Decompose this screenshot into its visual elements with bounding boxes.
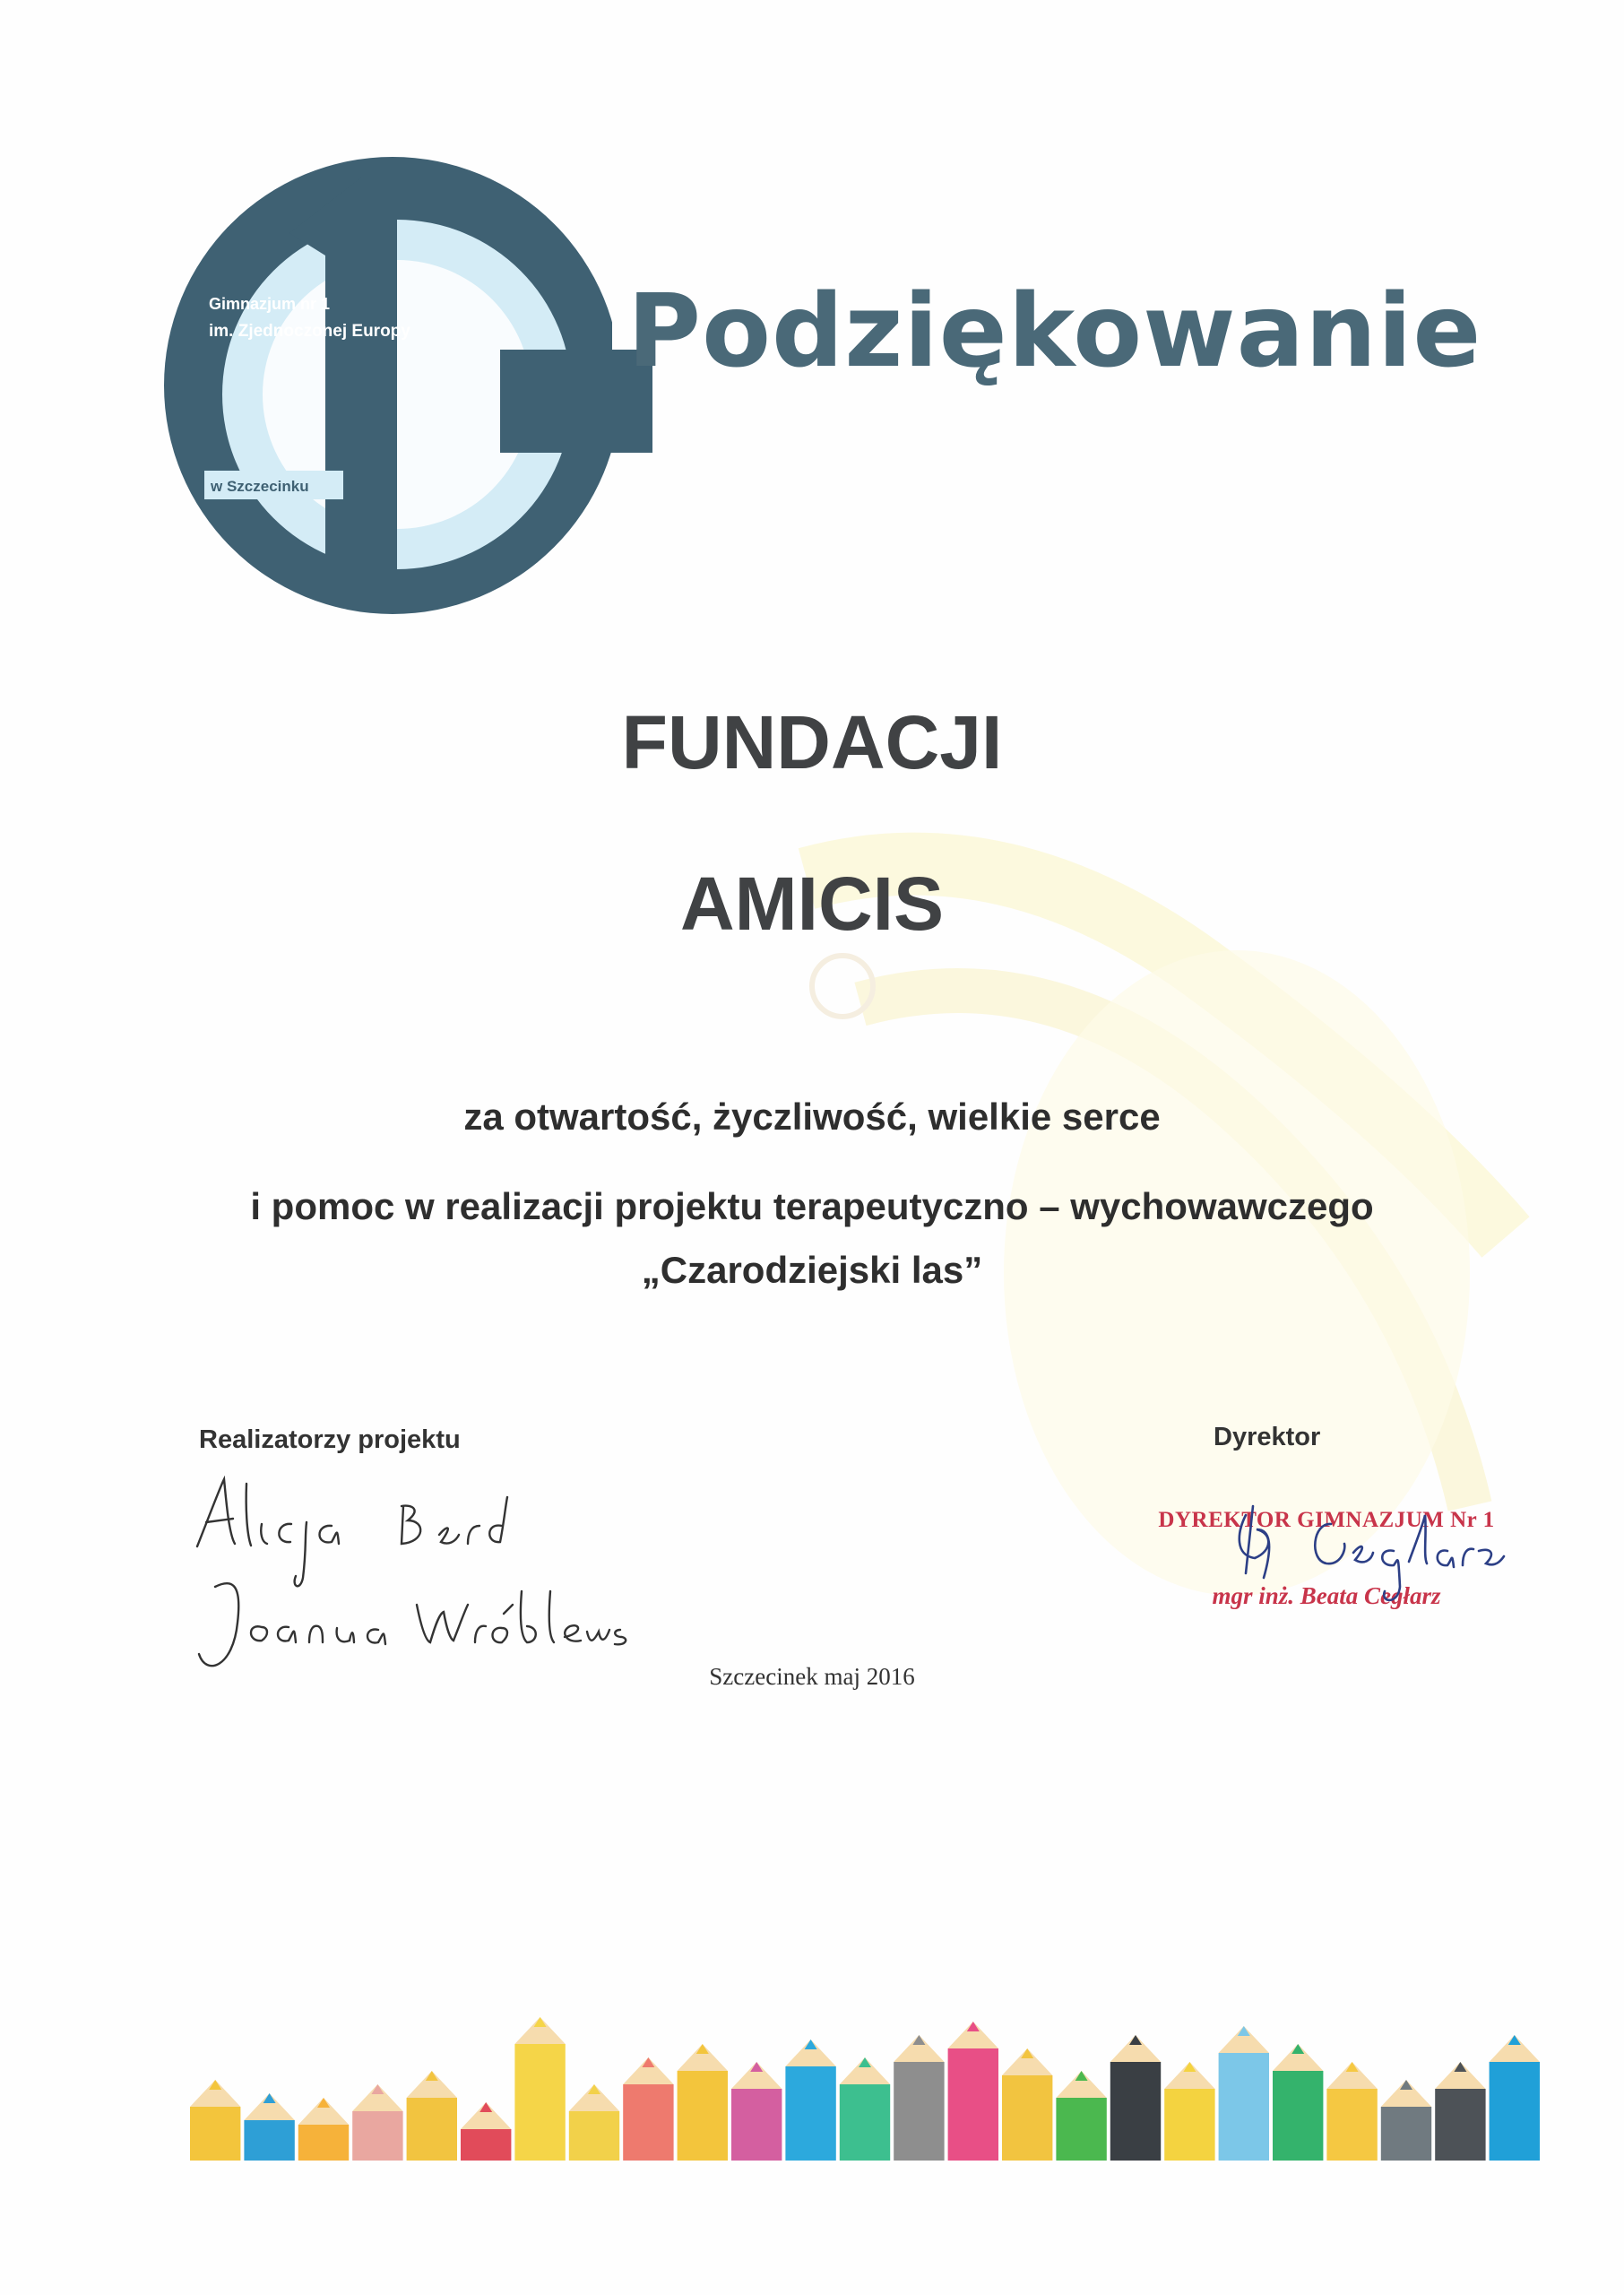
place-and-date: Szczecinek maj 2016 (709, 1663, 915, 1690)
pencil (569, 2084, 619, 2161)
pencil (244, 2093, 294, 2161)
pencil (894, 2035, 944, 2161)
pencils-border-decoration (188, 2008, 1542, 2169)
pencil (678, 2044, 728, 2161)
director-stamp (1138, 1488, 1515, 1650)
pencil (514, 2017, 565, 2161)
director-signature (1138, 1488, 1515, 1650)
pencil (407, 2071, 457, 2161)
body-line-3: „Czarodziejski las” (641, 1249, 983, 1291)
pencil (948, 2022, 998, 2161)
pencil (1273, 2044, 1323, 2161)
school-logo (151, 126, 652, 628)
recipient-line-2: AMICIS (680, 862, 944, 946)
certificate-title: Podziękowanie (627, 273, 1482, 390)
director-label: Dyrektor (1214, 1423, 1321, 1451)
pencil (1490, 2035, 1540, 2161)
logo-line2: im. Zjednoczonej Europy (209, 322, 410, 341)
logo-line1: Gimnazjum nr 1 (209, 295, 331, 313)
pencil (1381, 2080, 1431, 2161)
project-authors-label: Realizatorzy projektu (199, 1425, 461, 1454)
pencil (1110, 2035, 1161, 2161)
body-line-2: i pomoc w realizacji projektu terapeutyczno – wychowawczego (250, 1185, 1374, 1227)
stamp-line-2: mgr inż. Beata Cegłarz (1212, 1582, 1441, 1609)
pencil (298, 2098, 349, 2161)
pencil (1056, 2071, 1106, 2161)
pencil (623, 2057, 673, 2161)
pencil (1219, 2026, 1269, 2161)
pencil (1435, 2062, 1485, 2161)
pencil (1326, 2062, 1377, 2161)
pencil (1002, 2048, 1052, 2161)
pencil (840, 2057, 890, 2161)
pencil (461, 2102, 511, 2161)
pencil (731, 2062, 782, 2161)
pencil (190, 2080, 240, 2161)
pencil (785, 2040, 835, 2161)
pencil (1164, 2062, 1214, 2161)
pencil (352, 2084, 402, 2161)
recipient-line-1: FUNDACJI (621, 700, 1003, 784)
body-line-1: za otwartość, życzliwość, wielkie serce (463, 1096, 1161, 1138)
logo-line3: w Szczecinku (211, 478, 309, 495)
stamp-line-1: DYREKTOR GIMNAZJUM Nr 1 (1158, 1508, 1495, 1532)
